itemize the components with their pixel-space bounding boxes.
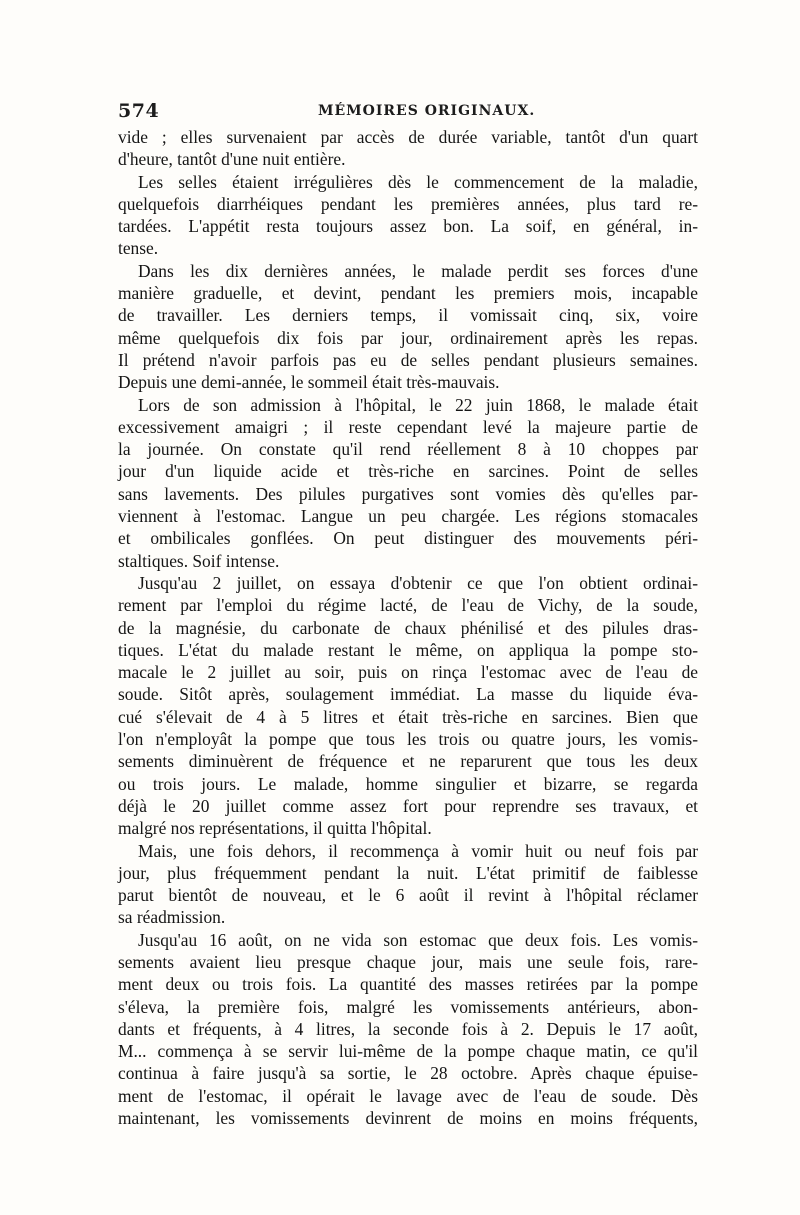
text-line: vide ; elles survenaient par accès de durée variable, tantôt d'un quart (118, 127, 698, 147)
text-line: manière graduelle, et devint, pendant les premiers mois, incapable (118, 283, 698, 304)
text-line: Jusqu'au 16 août, on ne vida son estomac que deux fois. Les vomis- (138, 929, 698, 950)
text-line: tense. (118, 238, 159, 259)
text-line: ment deux ou trois fois. La quantité des masses retirées par la pompe (118, 974, 698, 995)
text-line: même quelquefois dix fois par jour, ordinairement après les repas. (118, 327, 698, 348)
text-line: ment de l'estomac, il opérait le lavage avec de l'eau de soude. Dès (118, 1085, 698, 1106)
text-line: sa réadmission. (118, 907, 226, 928)
text-line: la journée. On constate qu'il rend réellement 8 à 10 choppes par (118, 439, 698, 460)
paragraph (118, 171, 698, 260)
running-title: MÉMOIRES ORIGINAUX. (318, 103, 536, 119)
text-line: l'on n'employât la pompe que tous les trois ou quatre jours, les vomis- (118, 729, 698, 750)
text-line: dants et fréquents, à 4 litres, la seconde fois à 2. Depuis le 17 août, (118, 1018, 698, 1039)
body-text (118, 126, 698, 1129)
page-number: 574 (118, 100, 160, 122)
text-line: jour d'un liquide acide et très-riche en sarcines. Point de selles (118, 461, 698, 482)
text-line: quelquefois diarrhéiques pendant les premières années, plus tard re- (118, 193, 698, 214)
text-line: de travailler. Les derniers temps, il vomissait cinq, six, voire (118, 305, 698, 326)
paragraph (118, 126, 698, 171)
text-line: macale le 2 juillet au soir, puis on rinça l'estomac avec de l'eau de (118, 662, 698, 683)
text-line: tardées. L'appétit resta toujours assez bon. La soif, en général, in- (118, 216, 698, 237)
text-line: Mais, une fois dehors, il recommença à vomir huit ou neuf fois par (138, 840, 698, 861)
text-line: rement par l'emploi du régime lacté, de l'eau de Vichy, de la soude, (118, 595, 698, 616)
text-line: d'heure, tantôt d'une nuit entière. (118, 149, 346, 170)
paragraph (118, 260, 698, 394)
paragraph (118, 572, 698, 840)
text-line: Il prétend n'avoir parfois pas eu de selles pendant plusieurs semaines. (118, 349, 698, 370)
text-line: viennent à l'estomac. Langue un peu chargée. Les régions stomacales (118, 506, 698, 527)
text-line: parut bientôt de nouveau, et le 6 août il revint à l'hôpital réclamer (118, 885, 698, 906)
text-line: s'éleva, la première fois, malgré les vomissements antérieurs, abon- (118, 996, 698, 1017)
text-line: Depuis une demi-année, le sommeil était très-mauvais. (118, 372, 500, 393)
text-line: continua à faire jusqu'à sa sortie, le 28 octobre. Après chaque épuise- (118, 1063, 698, 1084)
page-header (118, 100, 698, 124)
text-line: Lors de son admission à l'hôpital, le 22 juin 1868, le malade était (138, 394, 698, 415)
text-line: Les selles étaient irrégulières dès le commencement de la maladie, (138, 171, 698, 192)
text-line: M... commença à se servir lui-même de la pompe chaque matin, ce qu'il (118, 1041, 698, 1062)
text-line: jour, plus fréquemment pendant la nuit. L'état primitif de faiblesse (118, 862, 698, 883)
text-line: sements diminuèrent de fréquence et ne reparurent que tous les deux (118, 751, 698, 772)
text-line: malgré nos représentations, il quitta l'hôpital. (118, 818, 432, 839)
text-line: staltiques. Soif intense. (118, 550, 280, 571)
paragraph (118, 929, 698, 1130)
text-line: et ombilicales gonflées. On peut distinguer des mouvements péri- (118, 528, 698, 549)
paragraph (118, 394, 698, 572)
text-line: sements avaient lieu presque chaque jour, mais une seule fois, rare- (118, 951, 698, 972)
text-line: soude. Sitôt après, soulagement immédiat. La masse du liquide éva- (118, 684, 698, 705)
text-line: cué s'élevait de 4 à 5 litres et était très-riche en sarcines. Bien que (118, 706, 698, 727)
text-line: déjà le 20 juillet comme assez fort pour reprendre ses travaux, et (118, 795, 698, 816)
text-line: ou trois jours. Le malade, homme singulier et bizarre, se regarda (118, 773, 698, 794)
text-line: maintenant, les vomissements devinrent de moins en moins fréquents, (118, 1108, 698, 1129)
text-line: sans lavements. Des pilules purgatives sont vomies dès qu'elles par- (118, 483, 698, 504)
text-line: Dans les dix dernières années, le malade perdit ses forces d'une (138, 260, 698, 281)
text-line: tiques. L'état du malade restant le même, on appliqua la pompe sto- (118, 639, 698, 660)
text-line: excessivement amaigri ; il reste cependant levé la majeure partie de (118, 416, 698, 437)
paragraph (118, 840, 698, 929)
text-line: de la magnésie, du carbonate de chaux phénilisé et des pilules dras- (118, 617, 698, 638)
text-line: Jusqu'au 2 juillet, on essaya d'obtenir ce que l'on obtient ordinai- (138, 572, 698, 593)
